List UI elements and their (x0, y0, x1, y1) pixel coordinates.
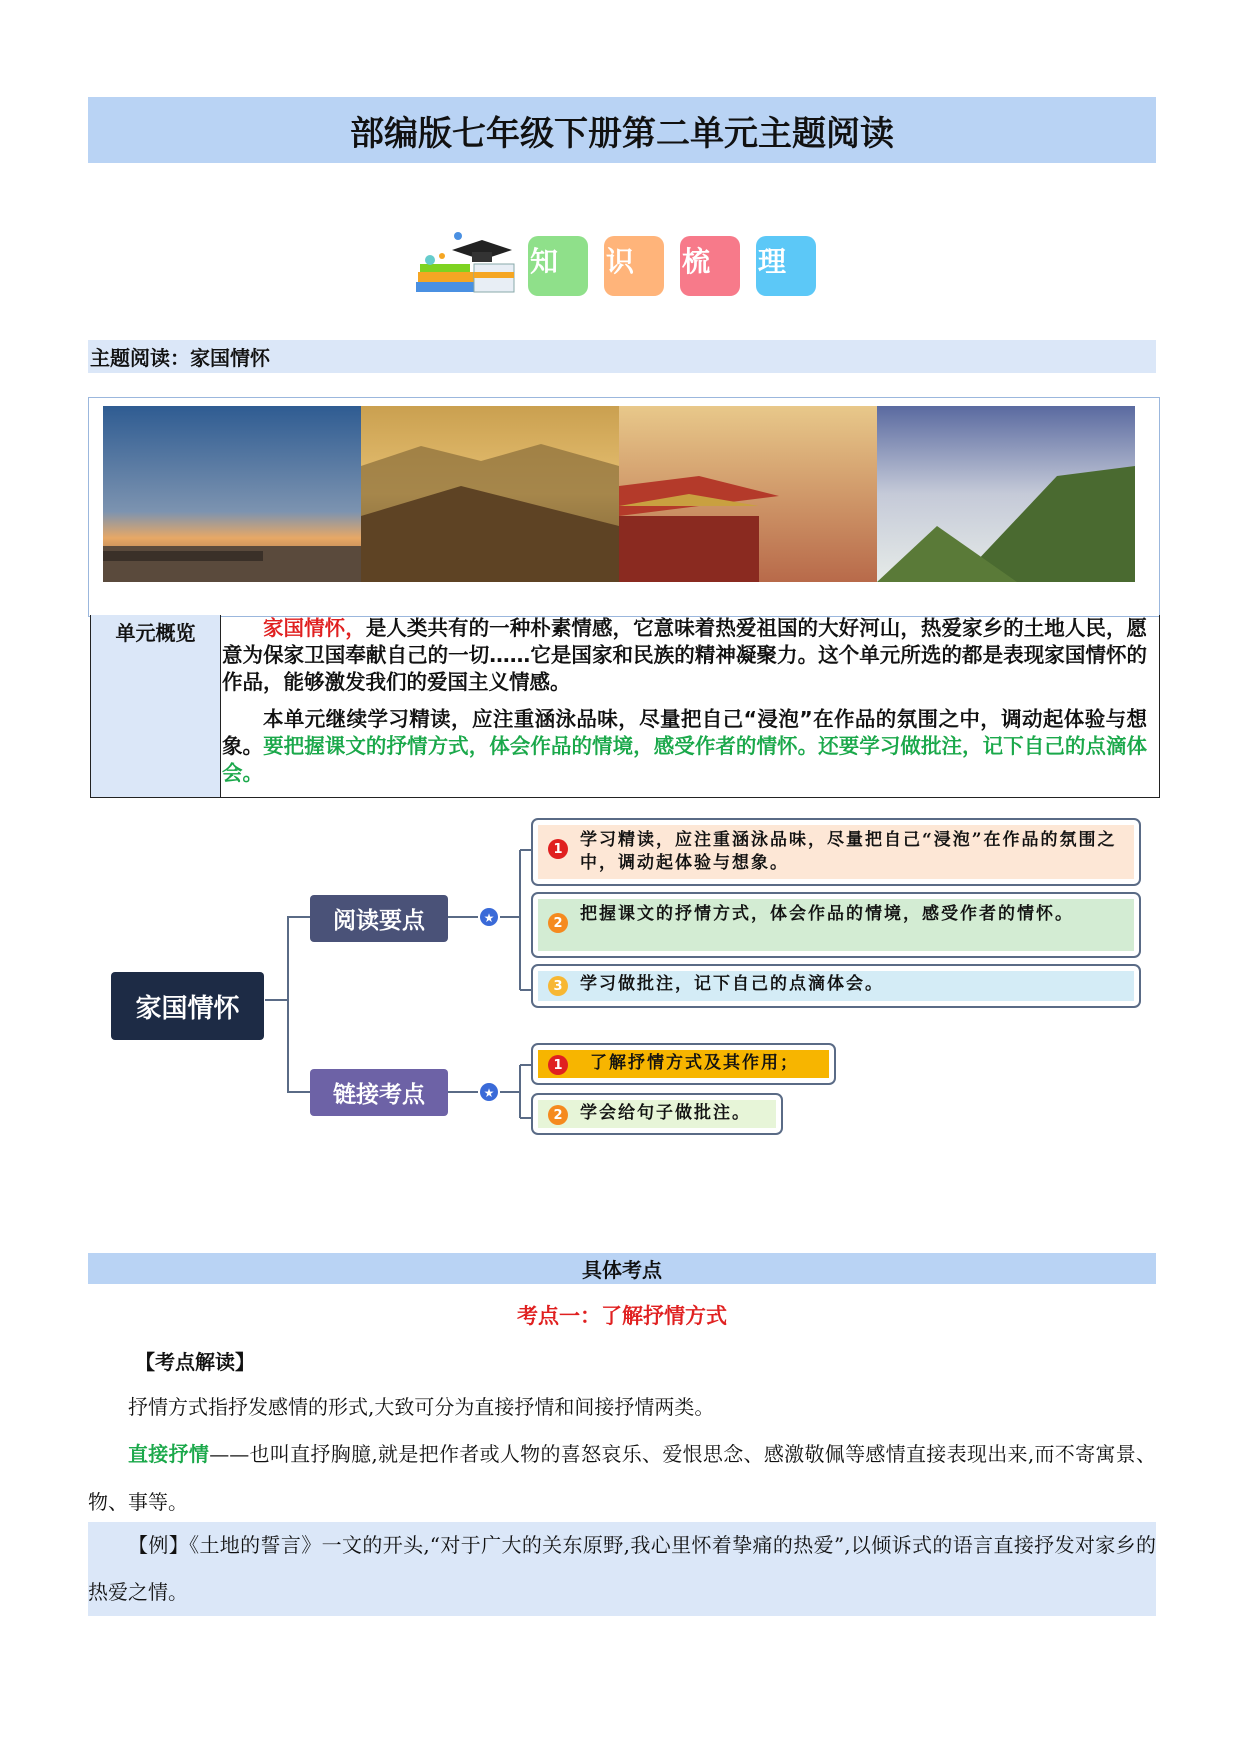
reading-point-3 (531, 964, 1141, 1008)
direct-lyric-text: ——也叫直抒胸臆,就是把作者或人物的喜怒哀乐、爱恨思念、感激敬佩等感情直接表现出来,而不寄寓景、物、事等。 (88, 1442, 1157, 1514)
overview-para-2 (222, 706, 1147, 787)
section-char-4: 理 (756, 236, 816, 296)
specific-points-bar: 具体考点 (88, 1253, 1156, 1284)
number-badge: 3 (548, 976, 568, 996)
coast-sunset-photo (103, 406, 361, 582)
example-box (88, 1522, 1156, 1616)
overview-table (90, 615, 1160, 798)
svg-text:★: ★ (483, 1086, 495, 1100)
great-wall-sunset-photo (361, 406, 619, 582)
direct-lyric-label: 直接抒情 (128, 1442, 210, 1466)
overview-para-1 (222, 615, 1147, 696)
reading-point-3-text: 学习做批注，记下自己的点滴体会。 (580, 974, 884, 994)
mindmap-branch-exam: 链接考点 (310, 1069, 448, 1116)
section-header-knowledge (412, 228, 832, 300)
svg-text:★: ★ (483, 911, 495, 925)
number-badge: 2 (548, 913, 568, 933)
mindmap-branch-reading: 阅读要点 (310, 895, 448, 942)
reading-point-2-text: 把握课文的抒情方式，体会作品的情境，感受作者的情怀。 (580, 904, 1074, 924)
paragraph-lyric-definition: 抒情方式指抒发感情的形式,大致可分为直接抒情和间接抒情两类。 (128, 1395, 715, 1419)
page-title: 部编版七年级下册第二单元主题阅读 (88, 97, 1156, 163)
theme-bar: 主题阅读：家国情怀 (88, 340, 1156, 373)
exam-point-2-text: 学会给句子做批注。 (580, 1103, 751, 1123)
forbidden-city-photo (619, 406, 877, 582)
books-graduation-icon (412, 228, 522, 300)
overview-content (222, 615, 1147, 787)
exam-point-1 (531, 1043, 836, 1085)
reading-point-1-text: 学习精读，应注重涵泳品味，尽量把自己“浸泡”在作品的氛围之中，调动起体验与想象。 (580, 830, 1117, 873)
overview-para-1-text: 是人类共有的一种朴素情感，它意味着热爱祖国的大好河山，热爱家乡的土地人民，愿意为保家卫国奉献自己的一切……它是国家和民族的精神凝聚力。这个单元所选的都是表现家国情怀的作品，能够激发我们的爱国主义情感。 (222, 616, 1148, 694)
number-badge: 1 (548, 839, 568, 859)
photo-strip (88, 397, 1160, 617)
exam-point-title: 考点一：了解抒情方式 (517, 1304, 727, 1328)
number-badge: 1 (548, 1055, 568, 1075)
mindmap-root: 家国情怀 (111, 972, 264, 1040)
section-char-3: 梳 (680, 236, 740, 296)
overview-para-2-text: 本单元继续学习精读，应注重涵泳品味，尽量把自己“浸泡”在作品的氛围之中，调动起体验与想象。 (222, 707, 1147, 758)
exam-point-2 (531, 1093, 783, 1135)
overview-label: 单元概览 (91, 615, 221, 797)
reading-point-2 (531, 892, 1141, 958)
great-wall-mist-photo (877, 406, 1135, 582)
exam-point-1-text: 了解抒情方式及其作用； (590, 1053, 799, 1073)
paragraph-direct-lyric (88, 1430, 1156, 1526)
interpretation-label: 【考点解读】 (135, 1350, 255, 1374)
overview-para-2-green: 要把握课文的抒情方式，体会作品的情境，感受作者的情怀。还要学习做批注，记下自己的点滴体会。 (222, 734, 1148, 785)
overview-highlight: 家国情怀， (263, 616, 366, 640)
reading-point-1 (531, 818, 1141, 886)
number-badge: 2 (548, 1105, 568, 1125)
section-char-1: 知 (528, 236, 588, 296)
example-text: 【例】《土地的誓言》一文的开头,“对于广大的关东原野,我心里怀着挚痛的热爱”,以倾诉式的语言直接抒发对家乡的热爱之情。 (88, 1533, 1156, 1604)
section-char-2: 识 (604, 236, 664, 296)
